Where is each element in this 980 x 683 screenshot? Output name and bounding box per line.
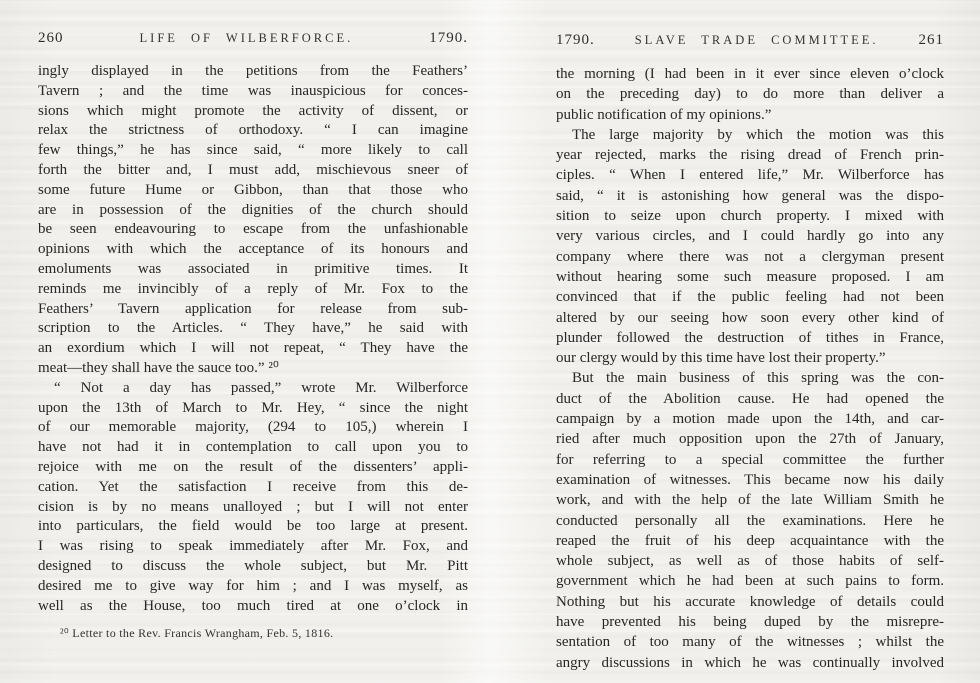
left-running-title: LIFE OF WILBERFORCE. [139, 31, 354, 45]
text-line: whole subject, as well as of those habits of self- [556, 553, 944, 570]
text-line: on the preceding day) to do more than deliver a [556, 86, 944, 103]
text-line: cision is by no means unalloyed ; but I will not enter [38, 498, 468, 515]
text-line: forth the bitter and, I must add, mischievous sneer of [38, 161, 468, 178]
text-line: “ Not a day has passed,” wrote Mr. Wilberforce [54, 379, 468, 396]
text-line: government which he had been at such pains to form. [556, 573, 944, 590]
text-line: opinions with which the acceptance of its honours and [38, 241, 468, 258]
text-line: of our memorable majority, (294 to 105,) wherein I [38, 419, 468, 436]
text-line: company where there was not a clergyman present [556, 248, 944, 265]
left-year-label: 1790. [429, 30, 468, 46]
right-page-header [556, 32, 944, 52]
text-line: our clergy would by this time have lost their property.” [556, 350, 886, 367]
left-page-body [38, 62, 468, 616]
text-line: altered by our seeing how soon every other kind of [556, 309, 944, 326]
text-line: campaign by a motion made upon the 14th, and car- [556, 411, 944, 428]
text-line: public notification of my opinions.” [556, 106, 772, 123]
paragraph [556, 368, 944, 672]
text-line: said, “ it is astonishing how general was the dispo- [556, 187, 944, 204]
paragraph [556, 64, 944, 125]
text-line: reminds me invincibly of a reply of Mr. Fox to the [38, 280, 468, 297]
text-line: sentation of too many of the witnesses ; whilst the [556, 634, 944, 651]
text-line: have not had it in contemplation to call upon you to [38, 439, 468, 456]
text-line: I was rising to speak immediately after Mr. Fox, and [38, 538, 468, 555]
left-page [38, 30, 468, 641]
text-line: ried after much opposition upon the 27th of January, [556, 431, 944, 448]
text-line: plunder followed the destruction of tithes in France, [556, 329, 944, 346]
text-line: sition to seize upon church property. I mixed with [556, 208, 944, 225]
paragraph [38, 379, 468, 617]
text-line: ingly displayed in the petitions from the Feathers’ [38, 63, 468, 79]
left-page-footnote: ²⁰ Letter to the Rev. Francis Wrangham, Feb. 5, 1816. [60, 626, 334, 641]
text-line: Feathers’ Tavern application for release from sub- [38, 300, 468, 317]
text-line: duct of the Abolition cause. He had opened the [556, 390, 944, 407]
text-line: for referring to a special committee the further [556, 451, 944, 468]
text-line: without hearing some such measure proposed. I am [556, 268, 944, 285]
right-page [556, 32, 944, 673]
paragraph [38, 62, 468, 379]
right-page-number: 261 [918, 32, 944, 48]
text-line: scription to the Articles. “ They have,” he said with [38, 320, 468, 337]
text-line: But the main business of this spring was the con- [572, 370, 944, 387]
text-line: be seen endeavouring to escape from the unfashionable [38, 221, 468, 238]
text-line: angry discussions in which he was continually involved [556, 654, 944, 671]
text-line: upon the 13th of March to Mr. Hey, “ since the night [38, 399, 468, 416]
left-page-header [38, 30, 468, 50]
text-line: year rejected, marks the rising dread of French prin- [556, 147, 944, 164]
text-line: some future Hume or Gibbon, than that those who [38, 181, 468, 198]
text-line: an exordium which I will not repeat, “ They have the [38, 340, 468, 357]
text-line: conducted personally all the examinations. Here he [556, 512, 944, 529]
text-line: very various circles, and I could hardly go into any [556, 228, 944, 245]
text-line: the morning (I had been in it ever since eleven o’clock [556, 66, 944, 82]
right-page-body [556, 64, 944, 673]
text-line: into particulars, the field would be too large at present. [38, 518, 468, 535]
text-line: designed to discuss the whole subject, but Mr. Pitt [38, 557, 468, 574]
text-line: emoluments was associated in primitive times. It [38, 260, 468, 277]
text-line: sions which might promote the activity of dissent, or [38, 102, 468, 119]
text-line: reaped the fruit of his deep acquaintance with the [556, 532, 944, 549]
right-year-label: 1790. [556, 32, 595, 48]
text-line: few things,” he has since said, “ more likely to call [38, 142, 468, 159]
text-line: convinced that if the public feeling had not been [556, 289, 944, 306]
text-line: work, and with the help of the late William Smith he [556, 492, 944, 509]
text-line: examination of witnesses. This became now his daily [556, 471, 944, 488]
text-line: The large majority by which the motion was this [572, 126, 944, 143]
text-line: well as the House, too much tired at one o’clock in [38, 597, 468, 614]
text-line: have prevented his being duped by the misrepre- [556, 614, 944, 631]
text-line: desired me to give way for him ; and I was myself, as [38, 577, 468, 594]
text-line: ciples. “ When I entered life,” Mr. Wilberforce has [556, 167, 944, 184]
text-line: cation. Yet the satisfaction I receive from this de- [38, 478, 468, 495]
right-running-title: SLAVE TRADE COMMITTEE. [634, 33, 879, 47]
text-line: rejoice with me on the result of the dissenters’ appli- [38, 458, 468, 475]
text-line: relax the strictness of orthodoxy. “ I can imagine [38, 122, 468, 139]
paragraph [556, 125, 944, 369]
text-line: Nothing but his accurate knowledge of details could [556, 593, 944, 610]
text-line: meat—they shall have the sauce too.” ²⁰ [38, 359, 279, 376]
text-line: are in possession of the dignities of the church should [38, 201, 468, 218]
text-line: Tavern ; and the time was inauspicious for conces- [38, 82, 468, 99]
left-page-number: 260 [38, 30, 64, 46]
